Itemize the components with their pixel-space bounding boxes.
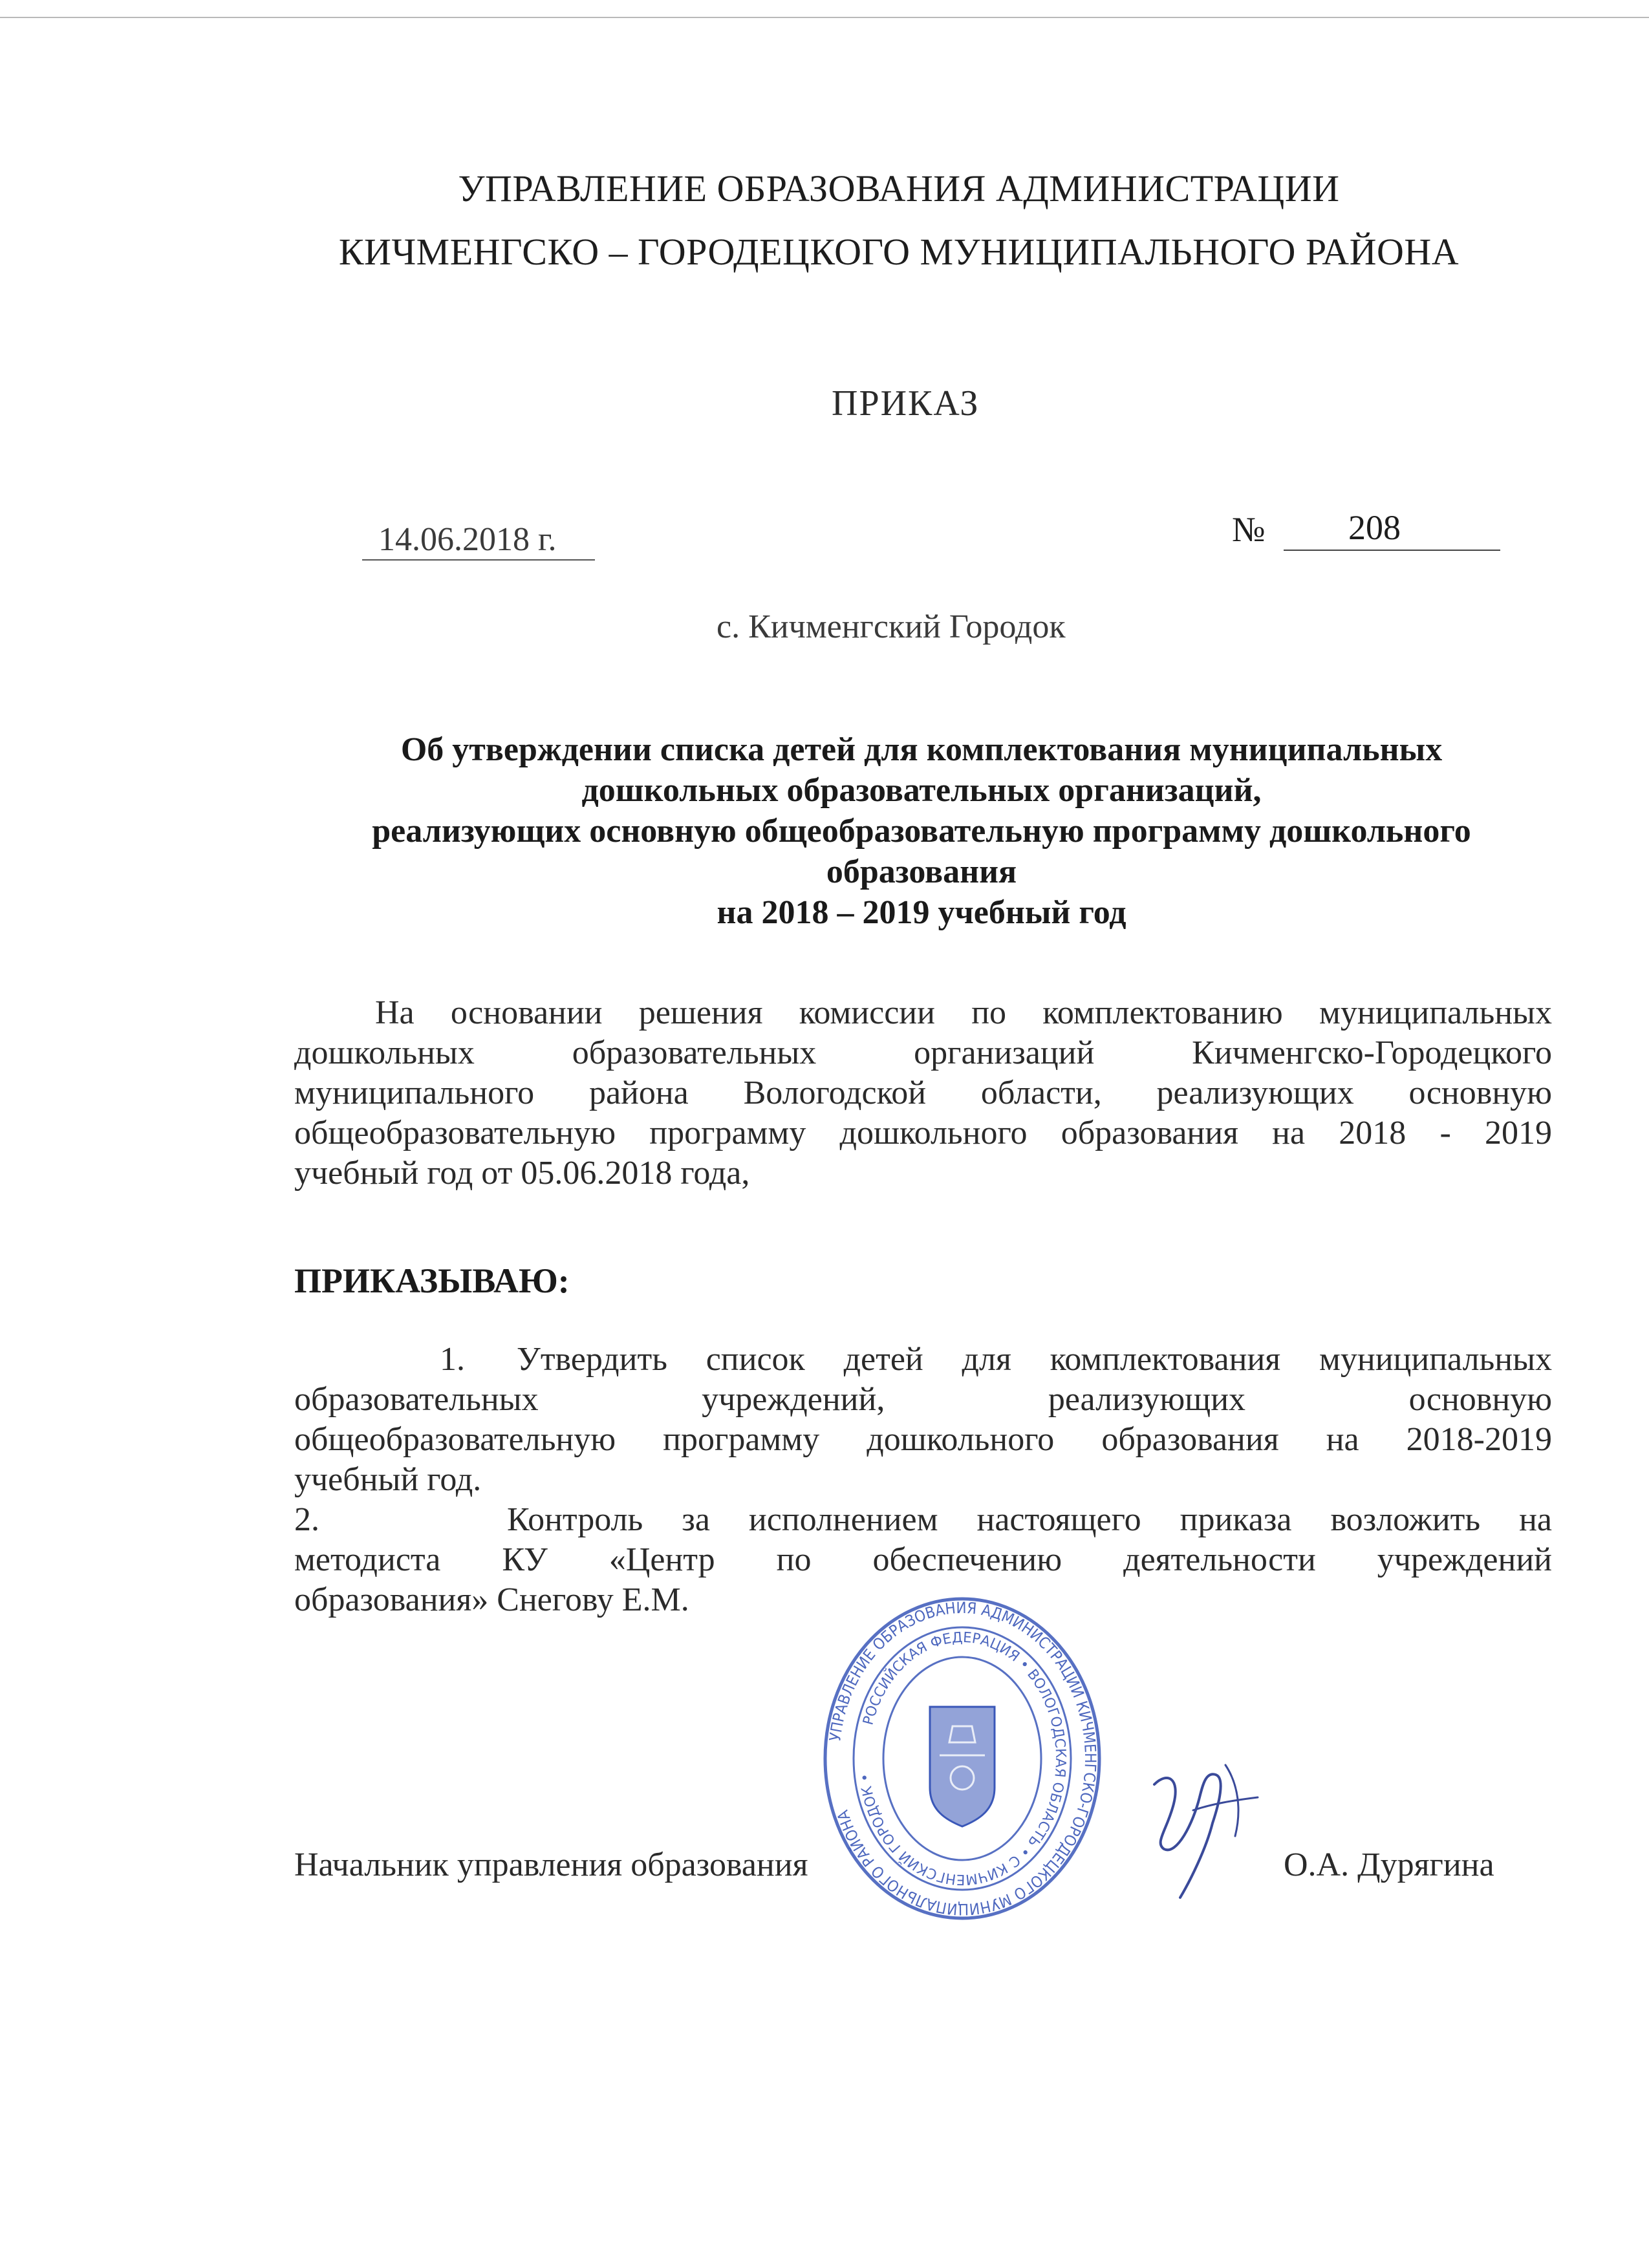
- handwritten-signature: [1128, 1746, 1277, 1907]
- document-place: с. Кичменгский Городок: [717, 608, 1066, 645]
- basis-line: На основании решения комиссии по комплектованию муниципальных: [375, 994, 1552, 1031]
- document-number: 208: [1348, 508, 1401, 547]
- official-stamp: [820, 1594, 1105, 1923]
- basis-line: муниципального района Вологодской области, реализующих основную: [294, 1075, 1552, 1111]
- signatory-role: Начальник управления образования: [294, 1846, 808, 1883]
- number-underline: [1284, 550, 1500, 551]
- order-items: [294, 1340, 1552, 1620]
- basis-line: общеобразовательную программу дошкольного образования на 2018 - 2019: [294, 1115, 1552, 1151]
- scan-edge-line: [0, 17, 1649, 18]
- document-type: ПРИКАЗ: [832, 383, 980, 423]
- item-2-first-line: [294, 1500, 1552, 1540]
- item-1-number: 1.: [440, 1341, 465, 1378]
- item-2-line: Контроль за исполнением настоящего приказа возложить на: [507, 1501, 1552, 1538]
- basis-paragraph: [294, 993, 1552, 1193]
- order-word: ПРИКАЗЫВАЮ:: [294, 1261, 570, 1300]
- document-date: 14.06.2018 г.: [378, 521, 557, 558]
- item-1-line: Утвердить список детей для комплектования муниципальных: [517, 1341, 1552, 1378]
- signatory-name: О.А. Дурягина: [1284, 1846, 1494, 1883]
- item-1-first-line: [294, 1340, 1552, 1380]
- number-sign: №: [1232, 510, 1266, 549]
- stamp-outer-textpath: УПРАВЛЕНИЕ ОБРАЗОВАНИЯ АДМИНИСТРАЦИИ КИЧМЕНГСКО-ГОРОДЕЦКОГО МУНИЦИПАЛЬНОГО РАЙОНА: [826, 1598, 1100, 1919]
- subject-line: дошкольных образовательных организаций,: [581, 772, 1262, 809]
- basis-line: дошкольных образовательных организаций Кичменгско-Городецкого: [294, 1034, 1552, 1071]
- basis-line: учебный год от 05.06.2018 года,: [294, 1155, 750, 1192]
- item-1-line: образовательных учреждений, реализующих основную: [294, 1381, 1552, 1418]
- document-subject: [285, 729, 1558, 933]
- subject-line: образования: [826, 853, 1017, 890]
- header-line-2: КИЧМЕНГСКО – ГОРОДЕЦКОГО МУНИЦИПАЛЬНОГО РАЙОНА: [338, 231, 1460, 273]
- coat-of-arms-icon: [930, 1707, 995, 1826]
- item-1-line: общеобразовательную программу дошкольного образования на 2018-2019: [294, 1421, 1552, 1458]
- subject-line: Об утверждении списка детей для комплектования муниципальных: [400, 731, 1443, 768]
- header-line-1: УПРАВЛЕНИЕ ОБРАЗОВАНИЯ АДМИНИСТРАЦИИ: [458, 167, 1340, 209]
- date-underline: [362, 559, 595, 561]
- item-2-number: 2.: [294, 1501, 319, 1538]
- item-1-line: учебный год.: [294, 1461, 482, 1498]
- subject-line: на 2018 – 2019 учебный год: [717, 894, 1126, 931]
- subject-line: реализующих основную общеобразовательную программу дошкольного: [372, 813, 1471, 850]
- item-2-line: образования» Снегову Е.М.: [294, 1581, 689, 1618]
- item-2-line: методиста КУ «Центр по обеспечению деятельности учреждений: [294, 1541, 1552, 1578]
- stamp-inner-textpath: РОССИЙСКАЯ ФЕДЕРАЦИЯ • ВОЛОГОДСКАЯ ОБЛАСТЬ • С КИЧМЕНГСКИЙ ГОРОДОК •: [857, 1629, 1069, 1888]
